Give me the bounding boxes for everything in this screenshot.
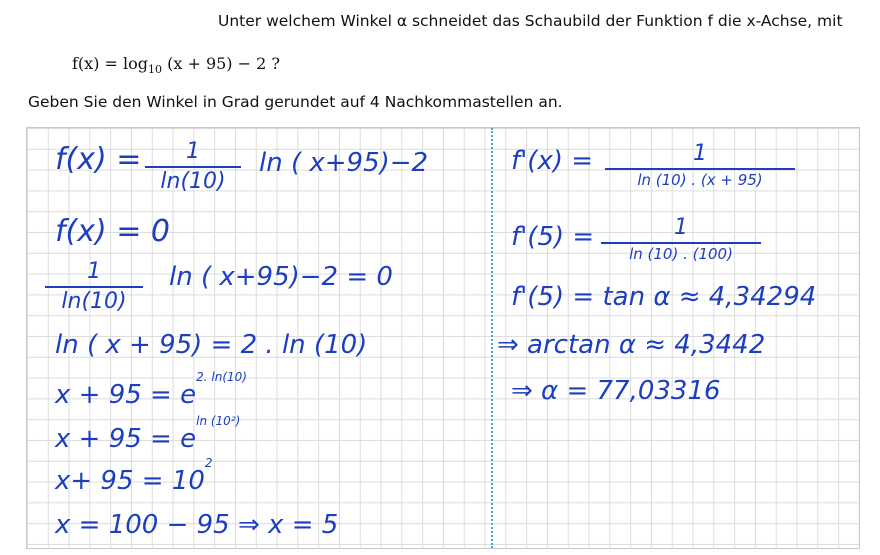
step-6-exponent: ln (10²): [196, 414, 241, 429]
step-2: f(x) = 0: [55, 214, 171, 249]
step-7-exponent: 2: [204, 456, 213, 471]
formula-rhs: (x + 95) − 2 ?: [167, 54, 280, 73]
step-1-denominator: ln(10): [160, 169, 226, 195]
step-3-fraction: [45, 260, 143, 314]
derivative-at-5-lhs: f'(5) =: [511, 222, 595, 252]
step-4: ln ( x + 95) = 2 . ln (10): [55, 330, 368, 360]
fraction-bar: [45, 286, 143, 288]
fraction-bar: [601, 242, 761, 244]
derivative-at-5-denominator: ln (10) . (100): [629, 245, 733, 264]
log-base: 10: [148, 63, 162, 77]
step-1-lhs: f(x) =: [55, 142, 142, 177]
derivative-denominator: ln (10) . (x + 95): [637, 171, 763, 190]
step-7-base: x+ 95 = 10: [55, 466, 205, 496]
derivative-lhs: f'(x) =: [511, 146, 594, 176]
step-3-denominator: ln(10): [61, 289, 127, 315]
column-divider: [491, 128, 493, 548]
derivative-at-5-numerator: 1: [674, 215, 688, 240]
step-5-exponent: 2. ln(10): [196, 370, 247, 385]
step-1-fraction: [145, 140, 241, 194]
step-6: [55, 414, 241, 454]
angle-result: ⇒ α = 77,03316: [511, 376, 721, 406]
derivative-numerator: 1: [693, 141, 707, 166]
step-1-rhs: ln ( x+95)−2: [259, 148, 429, 178]
formula-lhs: f(x) = log: [72, 54, 148, 73]
arctan-step: ⇒ arctan α ≈ 4,3442: [497, 330, 766, 360]
step-7: [55, 456, 213, 496]
fraction-bar: [145, 166, 241, 168]
step-5: [55, 370, 247, 410]
step-6-base: x + 95 = e: [55, 424, 197, 454]
handwritten-solution-sheet: [26, 127, 860, 549]
step-1-numerator: 1: [186, 139, 200, 164]
instruction-text: Geben Sie den Winkel in Grad gerundet auf 4 Nachkommastellen an.: [28, 93, 563, 111]
step-3-rhs: ln ( x+95)−2 = 0: [169, 262, 393, 292]
tangent-slope: f'(5) = tan α ≈ 4,34294: [511, 282, 817, 312]
step-5-base: x + 95 = e: [55, 380, 197, 410]
fraction-bar: [605, 168, 795, 170]
step-3-numerator: 1: [87, 259, 101, 284]
derivative-at-5-fraction: [601, 216, 761, 263]
derivative-fraction: [605, 142, 795, 189]
step-8: x = 100 − 95 ⇒ x = 5: [55, 510, 339, 540]
question-text: Unter welchem Winkel α schneidet das Schaubild der Funktion f die x-Achse, mit: [218, 12, 843, 30]
function-formula: [72, 54, 280, 76]
